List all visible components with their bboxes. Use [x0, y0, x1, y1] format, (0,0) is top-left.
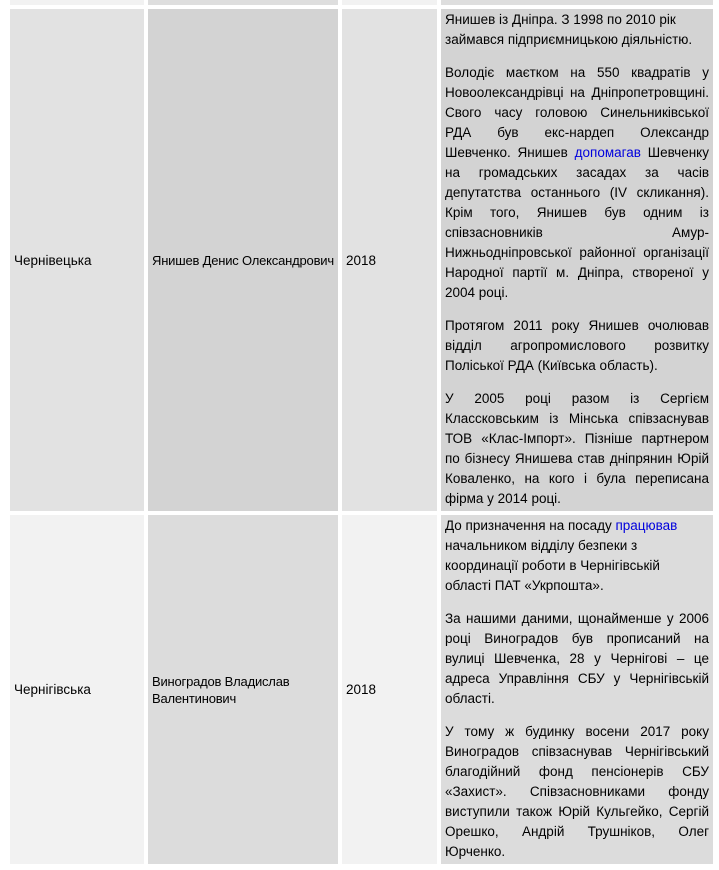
bio-text: За нашими даними, щонайменше у 2006 році Виноградов був прописаний на вулиці Шевченка, 28 у Чернігові – це адреса Управління СБУ у Чернігівській області. — [445, 611, 709, 706]
bio-text: До призначення на посаду — [445, 518, 616, 533]
bio-text: У 2005 році разом із Сергієм Классковським із Мінська співзаснував ТОВ «Клас-Імпорт». Пізніше партнером по бізнесу Янишева став дніпрянин Юрій Коваленко, на кого і була переписана фірма у 2014 році. — [445, 391, 709, 506]
cell-year — [342, 515, 437, 864]
inline-link[interactable]: допомагав — [574, 145, 641, 160]
region-label: Чернівецька — [14, 252, 92, 268]
bio-paragraph — [445, 63, 709, 303]
officials-table — [10, 0, 713, 864]
bio-paragraph — [445, 10, 709, 50]
partial-row-cell — [342, 0, 437, 5]
cell-bio — [441, 9, 713, 511]
year-label: 2018 — [346, 252, 377, 268]
bio-paragraph — [445, 609, 709, 709]
cell-region — [10, 9, 144, 511]
partial-row-cell — [10, 0, 144, 5]
bio-paragraph — [445, 722, 709, 862]
bio-text: Янишев із Дніпра. З 1998 по 2010 рік займався підприємницькою діяльністю. — [445, 12, 693, 47]
bio-paragraph — [445, 389, 709, 509]
person-name-line: Янишев Денис Олександрович — [152, 252, 334, 268]
cell-bio — [441, 515, 713, 864]
partial-row-cell — [148, 0, 338, 5]
cell-person-name — [148, 515, 338, 864]
inline-link[interactable]: працював — [615, 518, 678, 533]
bio-text: начальником відділу безпеки з координації роботи в Чернігівській області ПАТ «Укрпошта». — [445, 538, 660, 593]
region-label: Чернігівська — [14, 682, 91, 697]
year-label: 2018 — [346, 682, 377, 697]
bio-text: У тому ж будинку восени 2017 року Виноградов співзаснував Чернігівський благодійний фонд пенсіонерів СБУ «Захист». Співзасновниками фонду виступили також Юрій Кульгейко, Сергій Орешко, Андрій Трушніков, Олег Юрченко. — [445, 724, 709, 859]
cell-region — [10, 515, 144, 864]
bio-text: Володіє маєтком на 550 квадратів у Новоолександрівці на Дніпропетровщині. Свого часу головою Синельниківської РДА був екс-нардеп Олександр Шевченко. Янишев — [445, 65, 709, 160]
person-name-line: Виноградов Владислав — [152, 673, 290, 689]
partial-row-cell — [441, 0, 713, 5]
bio-text: Шевченку на громадських засадах за часів депутатства останнього (IV скликання). Крім того, Янишев був одним із співзасновників Амур-Нижньодніпровської районної організації Народної партії м. Дніпра, створеної у 2004 році. — [445, 145, 709, 300]
bio-text: Протягом 2011 року Янишев очолював відділ агропромислового розвитку Поліської РДА (Київська область). — [445, 318, 709, 373]
bio-paragraph — [445, 316, 709, 376]
person-name-line: Валентинович — [152, 690, 237, 706]
bio-paragraph — [445, 516, 709, 596]
cell-person-name — [148, 9, 338, 511]
cell-year — [342, 9, 437, 511]
